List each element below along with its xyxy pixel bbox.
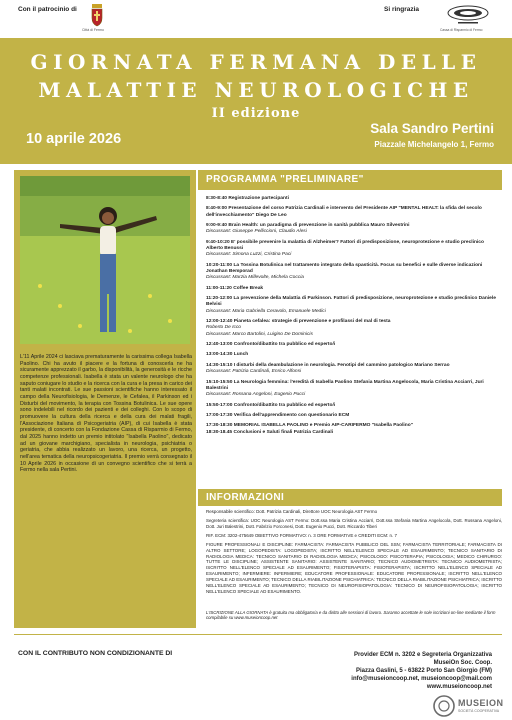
info-line: FIGURE PROFESSIONALI E DISCIPLINE: FARMACISTA: FARMACISTA PUBBLICO DEL SSN; FARMACISTA TERRITORIALE; FARMACISTA DI ALTRO SETTORE; LOGOPEDISTA: LOGOPEDISTA; ISCRITTO NELL'ELENCO SPECIALE AD ESAURIMENTO; TECNICO SANITARIO DI RADIOLOGIA MEDICA: TECNICO SANITARIO DI RADIOLOGIA MEDICA; PSICOLOGO: PSICOTERAPIA; PSICOLOGIA; MEDICO CHIRURGO: TUTTE LE DISCIPLINE; ASSISTENTE SANITARIO: ASSISTENTE SANITARIO; TECNICO AUDIOMETRISTA: TECNICO AUDIOMETRISTA; ISCRITTO NELL'ELENCO SPECIALE AD ESAURIMENTO; FISIOTERAPISTA: FISIOTERAPISTA; ISCRITTO NELL'ELENCO SPECIALE AD ESAURIMENTO; INFERMIERE: INFERMIERE; EDUCATORE PROFESSIONALE: EDUCATORE PROFESSIONALE; ISCRITTO NELL'ELENCO SPECIALE AD ESAURIMENTO; TECNICO DELLA RIABILITAZIONE PSICHIATRICA: TECNICO DELLA RIABILITAZIONE PSICHIATRICA; ISCRITTO NELL'ELENCO SPECIALE AD ESAURIMENTO; TECNICO DI NEUROFISIOPATOLOGIA: TECNICO DI NEUROFISIOPATOLOGIA; ISCRITTO NELL'ELENCO SPECIALE AD ESAURIMENTO.: [206, 541, 502, 595]
event-date: 10 aprile 2026: [26, 131, 122, 147]
program-list: [206, 196, 502, 440]
provider-address: Piazza Gaslini, 5 - 63822 Porto San Giorgio (FM): [355, 668, 492, 675]
program-item-main: 14:30-15:10 I disturbi della deambulazione in neurologia. Fenotipi del cammino patologico Mariano Serrao: [206, 362, 450, 368]
memorial-column: [14, 170, 196, 628]
provider-website[interactable]: www.museioncoop.net: [426, 684, 492, 691]
event-title-line1: GIORNATA FERMANA DELLE: [30, 50, 482, 74]
program-item-discussant: Discussant: Simona Luzzi, Cristina Paci: [206, 252, 292, 258]
program-item: [206, 413, 502, 419]
program-item-main: 9:40-10:20 E' possibile prevenire la malattia di Alzheimer? Fattori di predisposizione, neuroprotezione e studio preclinico Alberto Benussi: [206, 239, 484, 252]
program-item: [206, 223, 502, 236]
program-item-discussant: Discussant: Patrizia Cardinali, Enrico Alfonsi: [206, 369, 302, 375]
footer-divider: [14, 634, 502, 635]
program-item: [206, 196, 502, 202]
program-item-discussant: Discussant: Rossana Angeloni, Eugenio Pucci: [206, 392, 306, 398]
patronage-label: Con il patrocinio di: [18, 6, 77, 13]
info-line: RIF. ECM: 3202-475649 OBIETTIVO FORMATIVO: n. 3 ORE FORMATIVE e CREDITI ECM: n. 7: [206, 532, 397, 538]
provider-company: MuseiOn Soc. Coop.: [433, 660, 492, 667]
info-line: Responsabile scientifico: Dott. Patrizia Cardinali, Direttore UOC Neurologia AST Fermo: [206, 509, 378, 514]
venue-address: Piazzale Michelangelo 1, Fermo: [374, 140, 494, 149]
city-crest-icon: [90, 3, 104, 27]
meadow-photo-illustration: [20, 176, 190, 344]
program-item: [206, 206, 502, 219]
sponsor-bar: [0, 0, 512, 36]
program-item: [206, 296, 502, 315]
program-item: [206, 263, 502, 282]
program-item-discussant: Discussant: Marzia Millevolte, Michela Coccia: [206, 275, 304, 281]
program-header: [198, 170, 502, 190]
program-item-main: 12:40-13:00 Confronto/dibattito tra pubblico ed esperto/i: [206, 342, 336, 348]
program-item-main: 11:00-11:20 Coffee Break: [206, 285, 264, 291]
provider-email[interactable]: info@museioncoop.net, museioncoop@mail.com: [351, 676, 492, 683]
program-item-discussant: Discussant: Maria Gabriella Ceravolo, Emanuele Medici: [206, 308, 326, 314]
program-item-main: 11:20-12:00 La prevenzione della Malattia di Parkinson. Fattori di predisposizione, neuroprotezione e studio preclinico Daniele Belvisi: [206, 296, 496, 308]
program-item-main: 9:00-9:40 Brain Health: un paradigma di prevenzione in sanità pubblica Mauro Silvestrini: [206, 223, 410, 229]
program-item: [206, 380, 502, 399]
program-item: [206, 423, 502, 436]
info-title: INFORMAZIONI: [206, 492, 285, 503]
program-item-main: 10:20-11:00 La Tossina Botulinica nel trattamento integrato della spasticità. Focus su benefici e sulle diverse indicazioni Jonathan Bemporad: [206, 262, 483, 275]
program-item-main: 13:00-14:30 Lunch: [206, 352, 249, 358]
contribution-label: CON IL CONTRIBUTO NON CONDIZIONANTE DI: [18, 650, 173, 657]
program-item-main: 15:10-15:50 La Neurologia femmina: l'eredità di Isabella Paolino Stefania Martina Angelocola, Maria Cristina Acciarri, Juri Balestrini: [206, 379, 484, 391]
program-item: [206, 352, 502, 358]
program-item-main: 17:30-18:30 MEMORIAL ISABELLA PAOLINO e Premio AIP-CARIFERMO "Isabella Paolino": [206, 423, 413, 429]
memorial-photo: [20, 176, 190, 344]
program-item: [206, 332, 502, 338]
program-item-closing: 18:30-18.45 Conclusioni e Saluti finali Patrizia Cardinali: [206, 429, 334, 435]
provider-block: [262, 651, 492, 691]
program-title: PROGRAMMA "PRELIMINARE": [206, 174, 364, 185]
venue-name: Sala Sandro Pertini: [370, 121, 494, 136]
program-item: [206, 319, 502, 332]
program-item-main: 17:00-17:30 Verifica dell'apprendimento con questionario ECM: [206, 412, 350, 418]
thanks-label: Si ringrazia: [384, 6, 420, 13]
museion-logo-subtext: SOCIETÀ COOPERATIVA: [458, 709, 500, 713]
program-item: [206, 363, 502, 376]
program-item: [206, 240, 502, 259]
program-item-speaker: Roberto De Icco: [206, 325, 241, 331]
program-item-discussant: Discussant: Giuseppe Pelliccioni, Claudio Alesi: [206, 229, 307, 235]
program-item-main: 8:30-8:40 Registrazione partecipanti: [206, 196, 289, 201]
memorial-text: L'11 Aprile 2024 ci lasciava prematuramente la carissima collega Isabella Paolino. Chi ha avuto il piacere e la fortuna di conoscerla ne ha sicuramente apprezzato il garbo, la disponibilità, la generosità e le ricche competenze professionali. Isabella è stata un valente neurologo che ha saputo coniugare lo studio e la ricerca con la cura e la presa in carico dei tanti malati incontrati. Le sue passioni scientifiche hanno interessato il campo della Neurofisiologia, le Demenze, le Cefalea, il Parkinson ed i Disturbi del movimento, la terapia con Tossina Botulinica. Le sue opere sono indelebili nel ricordo dei pazienti e dei colleghi. Con lo scopo di promuovere la cultura della ricerca e della cura dei malati fragili, l'Associazione Italiana di Psicogeriatria (AIP), di cui Isabella è stata presidente, di concerto con la Fondazione Cassa di Risparmio di Fermo, dal 2025 hanno indetto un premio intitolato "Isabella Paolino", dedicato ad un giovane marchigiano, specialista in neurologia, psichiatria o geriatria, che abbia realizzato un lavoro, una ricerca, un progetto, nell'area tematica della neuropsicogeriatria. Il premio verrà consegnato il 10 Aprile 2026 in occasione di un convegno scientifico che si terrà a Fermo nella sala Pertini.: [20, 354, 192, 474]
crest-caption: Città di Fermo: [82, 28, 104, 32]
program-item-main: 12:00-12:40 Pianeta cefalea: strategie di prevenzione e profilassi del mal di testa: [206, 319, 391, 325]
program-item: [206, 286, 502, 292]
info-line: Segreteria scientifica: UOC Neurologia AST Fermo: Dott.ssa Maria Cristina Acciarri, Dott.ssa Stefania Martina Angelocola, Dott. Rossana Angeloni, Dott. Juri Balestrini, Dott. Fabrizio Forconesi, Dott. Eugenio Pucci, Dott. Riccardo Tiberi: [206, 517, 502, 529]
info-block: [206, 509, 502, 598]
program-item-discussant: Discussant: Marco Bartolini, Luigino De Dominicis: [206, 331, 313, 337]
registration-note: L'ISCRIZIONE ALLA GIORNATA è gratuita ma obbligatoria e da diritto alle sessioni di lavoro. Saranno accettate le sole iscrizioni on-line mediante il form compilabile su www.museioncoop.net: [206, 610, 496, 620]
program-item: [206, 403, 502, 409]
provider-line: Provider ECM n. 3202 e Segreteria Organizzativa: [353, 652, 492, 658]
program-item: [206, 342, 502, 348]
title-banner: [0, 38, 512, 164]
event-title-line2: MALATTIE NEUROLOGICHE: [38, 78, 474, 102]
foundation-caption: Cassa di Risparmio di Fermo: [440, 28, 483, 32]
museion-logo-text: MUSEION: [458, 698, 504, 708]
program-item-main: 15:50-17:00 Confronto/dibattito tra pubblico ed esperto/i: [206, 402, 336, 408]
program-item-main: 8:40-9:00 Presentazione del corso Patrizia Cardinali e intervento del Presidente AIP "MENTAL HEALT: la sfida del secolo dell'invecchiamento" Diego De Leo: [206, 206, 482, 218]
info-header: [198, 489, 502, 506]
edition-label: II edizione: [211, 106, 301, 121]
